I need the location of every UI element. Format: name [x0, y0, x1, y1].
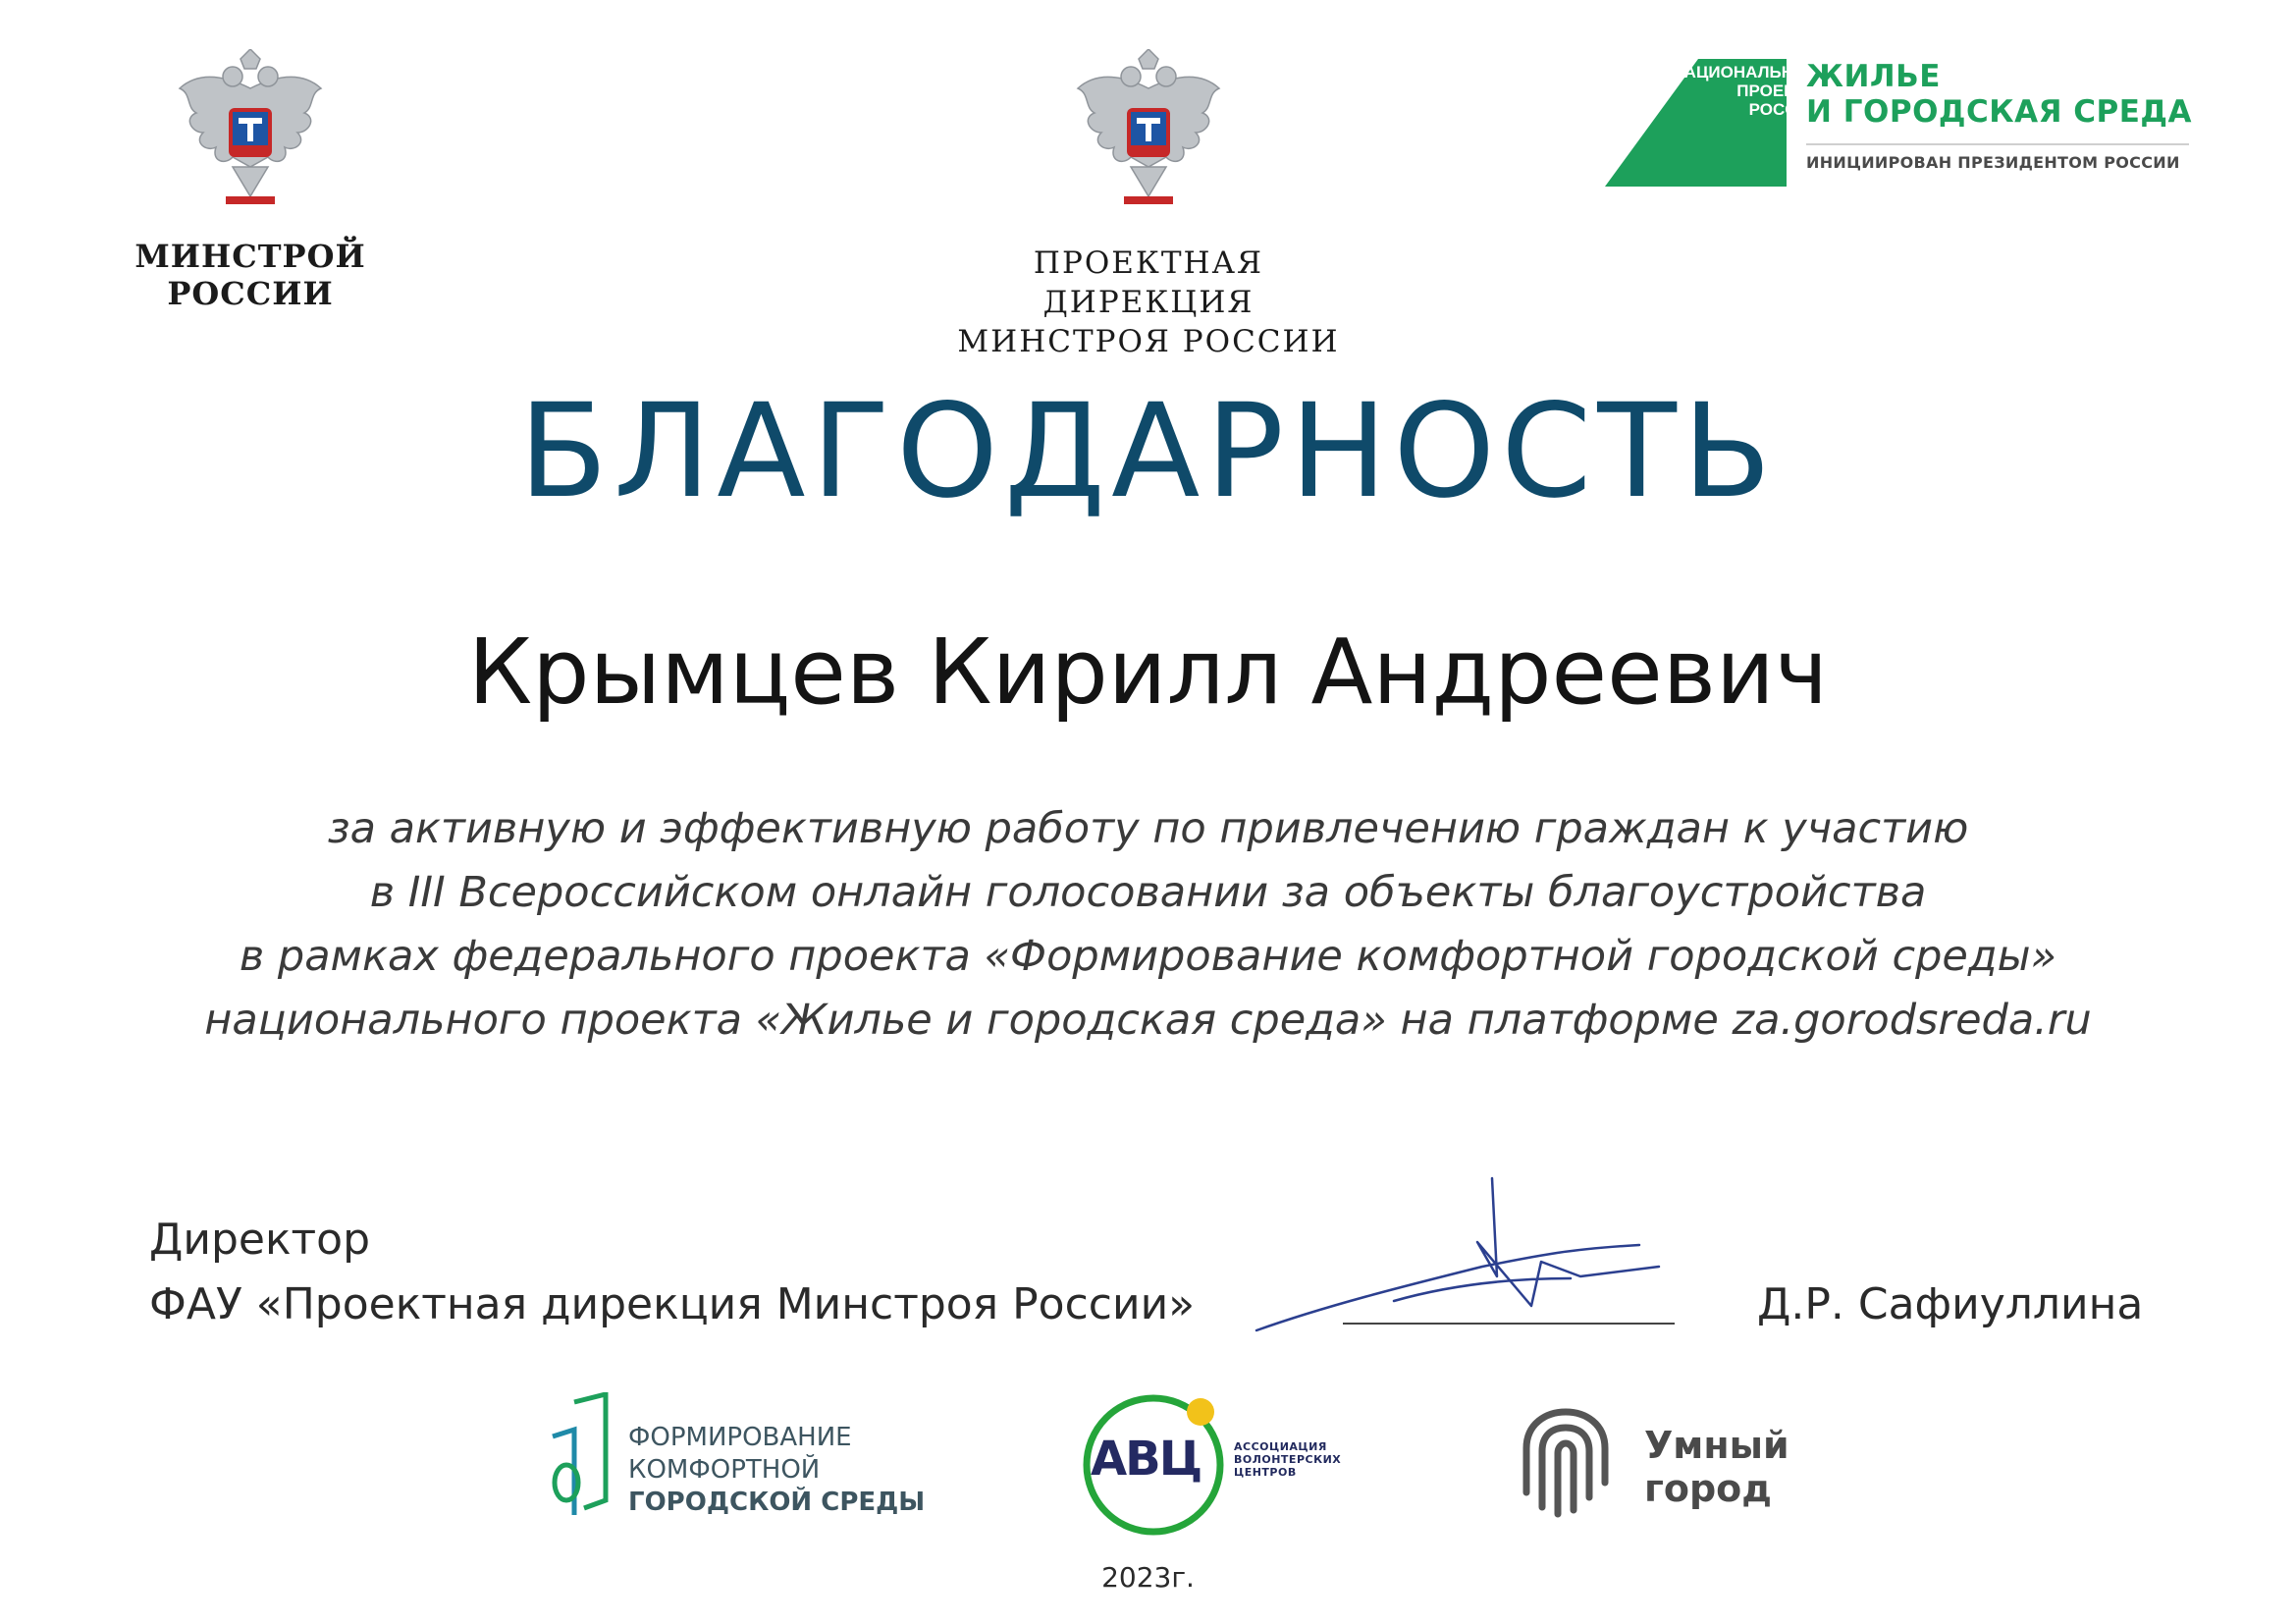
avc-letters: АВЦ — [1091, 1432, 1201, 1487]
handwritten-signature — [1247, 1168, 1679, 1345]
project-directorate-line1: ПРОЕКТНАЯ ДИРЕКЦИЯ — [1033, 245, 1264, 320]
certificate-body — [98, 797, 2198, 1053]
body-line: за активную и эффективную работу по привлечению граждан к участию — [327, 804, 1969, 853]
avc-caption-line2: ВОЛОНТЕРСКИХ — [1234, 1453, 1342, 1466]
national-project-badge — [1659, 63, 1821, 119]
project-directorate-line2: МИНСТРОЯ РОССИИ — [957, 324, 1340, 359]
minstroy-line2: РОССИИ — [167, 275, 334, 312]
comfort-environment-icon — [545, 1392, 614, 1520]
signatory-name: Д.Р. Сафиуллина — [1757, 1279, 2144, 1329]
smart-city-line2: город — [1644, 1467, 1772, 1510]
body-line: в III Всероссийском онлайн голосовании за объекты благоустройства — [369, 868, 1927, 917]
body-line: в рамках федерального проекта «Формирование комфортной городской среды» — [239, 932, 2057, 981]
badge-line: НАЦИОНАЛЬНЫЕ — [1672, 63, 1821, 81]
signatory-role-line1: Директор — [149, 1215, 371, 1265]
smart-city-text — [1644, 1424, 1789, 1510]
comfort-environment-logo — [545, 1392, 937, 1520]
national-project-logo — [1605, 59, 2194, 187]
badge-line: ПРОЕКТЫ — [1736, 81, 1821, 100]
avc-logo — [1075, 1384, 1360, 1542]
signatory-role — [149, 1208, 1195, 1337]
smart-city-line1: Умный — [1644, 1424, 1789, 1467]
issue-year: 2023г. — [1101, 1561, 1195, 1594]
comfort-env-line3: ГОРОДСКОЙ СРЕДЫ — [628, 1488, 926, 1517]
project-directorate-logo — [923, 49, 1374, 361]
signatory-role-line2: ФАУ «Проектная дирекция Минстроя России» — [149, 1279, 1196, 1329]
smart-city-logo — [1517, 1404, 1811, 1522]
coat-of-arms-icon — [172, 49, 329, 216]
divider — [1806, 143, 2189, 145]
national-project-title-line1: ЖИЛЬЕ — [1806, 59, 1941, 94]
minstroy-line1: МИНСТРОЙ — [134, 238, 366, 275]
minstroy-logo — [128, 49, 373, 312]
avc-caption-line3: ЦЕНТРОВ — [1234, 1466, 1297, 1479]
comfort-env-line1: ФОРМИРОВАНИЕ — [628, 1423, 852, 1452]
avc-caption — [1234, 1440, 1341, 1479]
national-project-title-line2: И ГОРОДСКАЯ СРЕДА — [1806, 94, 2193, 130]
national-project-subtitle: ИНИЦИИРОВАН ПРЕЗИДЕНТОМ РОССИИ — [1806, 153, 2180, 172]
avc-caption-line1: АССОЦИАЦИЯ — [1234, 1440, 1327, 1453]
badge-line: РОССИИ — [1748, 100, 1821, 119]
coat-of-arms-icon — [1070, 49, 1227, 216]
fingerprint-icon — [1517, 1404, 1615, 1522]
recipient-name: Крымцев Кирилл Андреевич — [467, 620, 1829, 725]
body-line: национального проекта «Жилье и городская среда» на платформе za.gorodsreda.ru — [204, 996, 2092, 1045]
comfort-env-line2: КОМФОРТНОЙ — [628, 1455, 821, 1485]
certificate-title: БЛАГОДАРНОСТЬ — [518, 376, 1778, 527]
